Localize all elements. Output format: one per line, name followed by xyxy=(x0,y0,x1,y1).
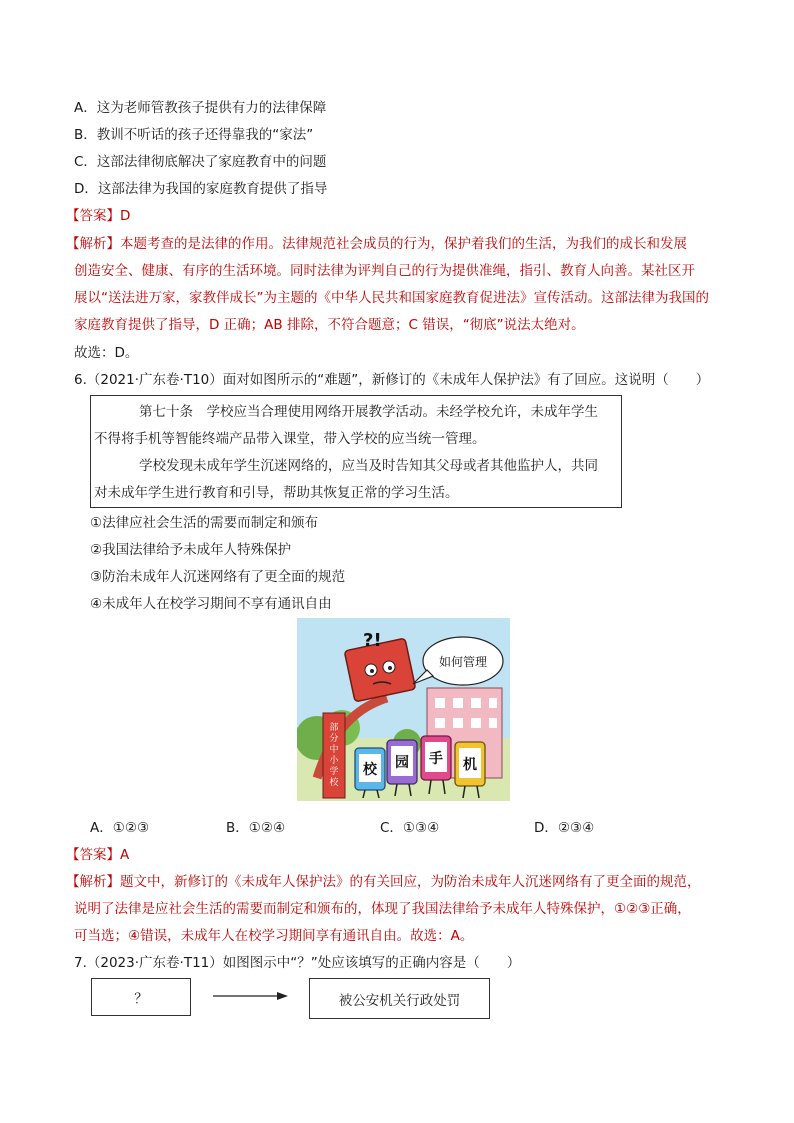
q7-arrow-icon xyxy=(213,989,291,1003)
q6-choice-a: A．①②③ xyxy=(90,820,150,836)
q6-choice-d: D．②③④ xyxy=(534,820,595,836)
q6-law-box xyxy=(90,395,622,508)
q5-option-a: A．这为老师管教孩子提供有力的法律保障 xyxy=(74,100,327,116)
q5-analysis-line-4: 家庭教育提供了指导，D 正确；AB 排除，不符合题意；C 错误，“彻底”说法太绝对。 xyxy=(74,317,585,333)
law-line-1: 第七十条 学校应当合理使用网络开展教学活动。未经学校允许，未成年学生 xyxy=(139,404,598,420)
q6-stem: 6.（2021·广东卷·T10）面对如图所示的“难题”，新修订的《未成年人保护法》有了回应。这说明（ ） xyxy=(74,372,710,388)
q6-statement-4: ④未成年人在校学习期间不享有通讯自由 xyxy=(90,596,332,612)
q6-choice-c: C．①③④ xyxy=(380,820,440,836)
phone-char-4: 机 xyxy=(463,757,477,773)
law-line-2: 不得将手机等智能终端产品带入课堂，带入学校的应当统一管理。 xyxy=(94,431,486,447)
q6-choice-b: B．①②④ xyxy=(226,820,286,836)
phone-char-3: 手 xyxy=(429,751,443,767)
gate-char-1: 部 xyxy=(329,723,339,733)
q7-left-box-text: ？ xyxy=(134,991,148,1007)
q6-analysis-label: 【解析】 xyxy=(66,874,120,890)
q5-option-c: C．这部法律彻底解决了家庭教育中的问题 xyxy=(74,154,327,170)
q7-right-box-text: 被公安机关行政处罚 xyxy=(338,992,461,1009)
q5-analysis-text-1: 本题考查的是法律的作用。法律规范社会成员的行为，保护着我们的生活，为我们的成长和发展 xyxy=(120,236,687,252)
q7-right-box xyxy=(309,978,490,1019)
gate-char-5: 学 xyxy=(329,767,339,777)
q6-analysis-text-1: 题文中，新修订的《未成年人保护法》的有关回应，为防治未成年人沉迷网络有了更全面的规范， xyxy=(120,874,701,890)
phone-char-2: 园 xyxy=(395,755,409,771)
gate-char-6: 校 xyxy=(329,778,339,788)
gate-char-3: 中 xyxy=(329,745,339,755)
q5-analysis-line-2: 创造安全、健康、有序的生活环境。同时法律为评判自己的行为提供准绳，指引、教育人向善。某社区开 xyxy=(74,263,695,279)
q5-option-b: B．教训不听话的孩子还得靠我的“家法” xyxy=(74,127,314,143)
law-line-4: 对未成年学生进行教育和引导，帮助其恢复正常的学习生活。 xyxy=(94,485,459,501)
q6-statement-3: ③防治未成年人沉迷网络有了更全面的规范 xyxy=(90,569,346,585)
gate-char-2: 分 xyxy=(329,734,339,744)
q5-analysis-line-1 xyxy=(66,232,687,252)
q6-answer-value: A xyxy=(120,847,130,863)
q7-left-box xyxy=(91,978,191,1016)
q5-answer xyxy=(66,204,130,224)
cartoon-marks: ?! xyxy=(363,630,382,651)
q6-cartoon-image xyxy=(297,618,510,801)
q5-answer-label: 【答案】 xyxy=(66,208,120,224)
gate-char-4: 小 xyxy=(329,756,339,766)
q6-answer-label: 【答案】 xyxy=(66,847,120,863)
q7-stem: 7.（2023·广东卷·T11）如图图示中“？”处应该填写的正确内容是（ ） xyxy=(74,955,521,971)
q6-analysis-line-2: 说明了法律是应社会生活的需要而制定和颁布的，体现了我国法律给予未成年人特殊保护，①②③正确， xyxy=(74,901,691,917)
q5-analysis-label: 【解析】 xyxy=(66,236,120,252)
q6-analysis-line-1 xyxy=(66,870,701,890)
bubble-text: 如何管理 xyxy=(438,655,488,669)
q6-statement-2: ②我国法律给予未成年人特殊保护 xyxy=(90,542,292,558)
law-line-3: 学校发现未成年学生沉迷网络的，应当及时告知其父母或者其他监护人，共同 xyxy=(139,458,598,474)
q6-analysis-line-3: 可当选；④错误，未成年人在校学习期间享有通讯自由。故选：A。 xyxy=(74,928,474,944)
phone-char-1: 校 xyxy=(363,762,377,778)
q5-option-d: D．这部法律为我国的家庭教育提供了指导 xyxy=(74,181,328,197)
q6-answer xyxy=(66,843,129,863)
q5-analysis-line-3: 展以“送法进万家，家教伴成长”为主题的《中华人民共和国家庭教育促进法》宣传活动。这部法律为我国的 xyxy=(74,290,709,306)
q5-answer-value: D xyxy=(120,208,131,224)
q5-conclusion: 故选：D。 xyxy=(74,345,139,361)
q6-statement-1: ①法律应社会生活的需要而制定和颁布 xyxy=(90,515,319,531)
